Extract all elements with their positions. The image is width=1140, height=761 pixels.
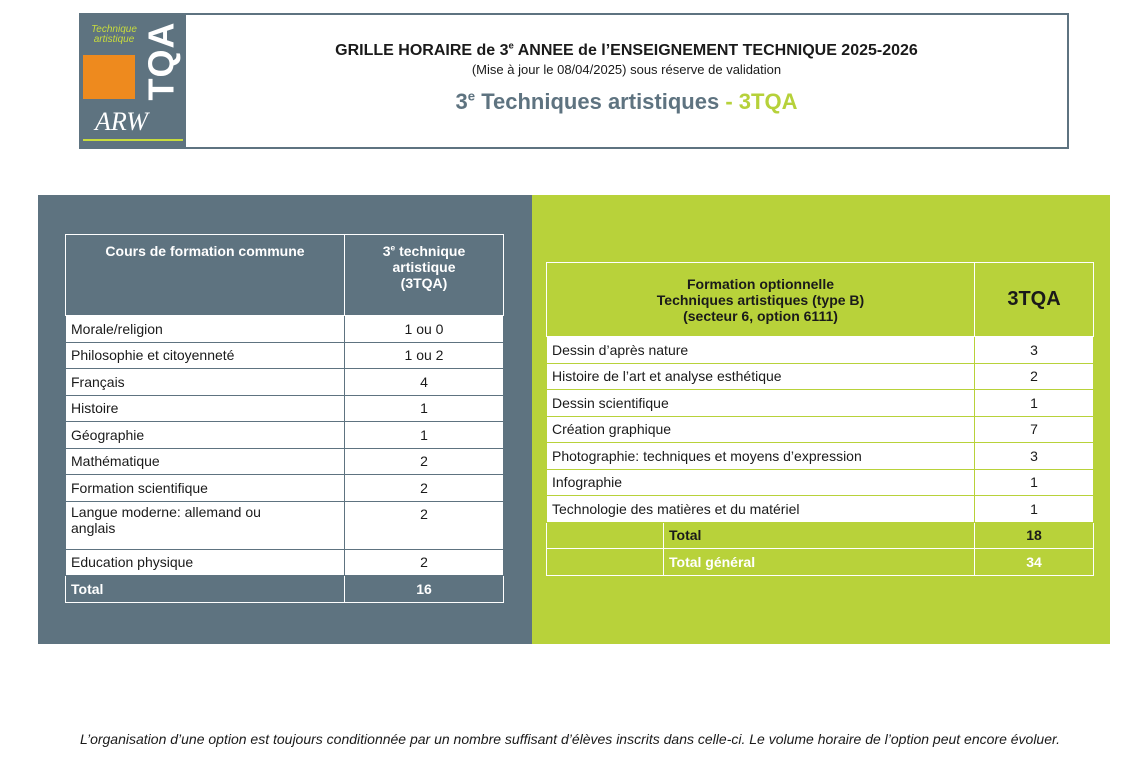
course-hours: 2 bbox=[345, 549, 504, 576]
grand-total-value: 34 bbox=[975, 549, 1094, 576]
total-label: Total bbox=[664, 522, 975, 549]
table-row bbox=[66, 448, 504, 475]
course-name: Dessin d’après nature bbox=[547, 337, 975, 364]
tqa-logo bbox=[81, 15, 186, 147]
total-row bbox=[547, 522, 1094, 549]
course-name: Infographie bbox=[547, 469, 975, 496]
course-name: Philosophie et citoyenneté bbox=[66, 342, 345, 369]
course-name: Langue moderne: allemand ou anglais bbox=[66, 501, 345, 549]
course-hours: 1 bbox=[345, 395, 504, 422]
course-hours: 2 bbox=[345, 475, 504, 502]
table-row bbox=[547, 496, 1094, 523]
grand-total-row bbox=[547, 549, 1094, 576]
course-name: Formation scientifique bbox=[66, 475, 345, 502]
logo-code bbox=[141, 21, 181, 101]
table-row bbox=[547, 363, 1094, 390]
total-label: Total bbox=[66, 576, 345, 603]
total-row bbox=[66, 576, 504, 603]
course-name: Dessin scientifique bbox=[547, 390, 975, 417]
table-row bbox=[66, 549, 504, 576]
course-name: Technologie des matières et du matériel bbox=[547, 496, 975, 523]
course-name: Français bbox=[66, 369, 345, 396]
table-row bbox=[66, 501, 504, 549]
course-name: Morale/religion bbox=[66, 316, 345, 343]
grand-total-blank bbox=[547, 549, 664, 576]
table-header-row bbox=[547, 263, 1094, 337]
course-name: Education physique bbox=[66, 549, 345, 576]
table-row bbox=[547, 337, 1094, 364]
grand-total-label: Total général bbox=[664, 549, 975, 576]
header-option: Formation optionnelle Techniques artistiques (type B) (secteur 6, option 6111) bbox=[547, 263, 975, 337]
logo-brand: ARW bbox=[95, 107, 148, 136]
table-row bbox=[66, 316, 504, 343]
course-hours: 4 bbox=[345, 369, 504, 396]
table-row bbox=[66, 369, 504, 396]
course-name: Photographie: techniques et moyens d’expression bbox=[547, 443, 975, 470]
footer-note: L’organisation d’une option est toujours conditionnée par un nombre suffisant d’élèves inscrits dans celle-ci. Le volume horaire de l’option peut encore évoluer. bbox=[79, 731, 1061, 747]
course-name: Mathématique bbox=[66, 448, 345, 475]
header-code: 3TQA bbox=[975, 263, 1094, 337]
header-hours: 3e technique artistique (3TQA) bbox=[345, 235, 504, 316]
course-hours: 3 bbox=[975, 337, 1094, 364]
course-title: 3e Techniques artistiques - 3TQA bbox=[455, 88, 798, 114]
table-row bbox=[66, 395, 504, 422]
course-hours: 7 bbox=[975, 416, 1094, 443]
table-header-row bbox=[66, 235, 504, 316]
header-course: Cours de formation commune bbox=[66, 235, 345, 316]
course-name: Création graphique bbox=[547, 416, 975, 443]
course-hours: 2 bbox=[975, 363, 1094, 390]
table-row bbox=[547, 443, 1094, 470]
logo-orange-block bbox=[83, 55, 135, 99]
course-hours: 1 ou 2 bbox=[345, 342, 504, 369]
table-row bbox=[547, 390, 1094, 417]
course-hours: 2 bbox=[345, 501, 504, 549]
logo-code-text: TQA bbox=[140, 21, 181, 101]
table-row bbox=[66, 342, 504, 369]
course-name: Histoire bbox=[66, 395, 345, 422]
logo-swoosh bbox=[83, 139, 183, 141]
course-name: Géographie bbox=[66, 422, 345, 449]
page-subtitle: (Mise à jour le 08/04/2025) sous réserve de validation bbox=[471, 62, 782, 77]
course-hours: 1 ou 0 bbox=[345, 316, 504, 343]
course-name: Histoire de l’art et analyse esthétique bbox=[547, 363, 975, 390]
course-code: 3TQA bbox=[738, 89, 798, 114]
course-hours: 2 bbox=[345, 448, 504, 475]
total-blank bbox=[547, 522, 664, 549]
page-title: GRILLE HORAIRE de 3e ANNEE de l’ENSEIGNEMENT TECHNIQUE 2025-2026 bbox=[335, 40, 918, 59]
table-row bbox=[66, 475, 504, 502]
table-row bbox=[547, 416, 1094, 443]
table-row bbox=[66, 422, 504, 449]
common-training-table bbox=[65, 234, 504, 603]
logo-subtitle: Technique artistique bbox=[91, 24, 137, 45]
optional-training-table bbox=[546, 262, 1094, 576]
course-hours: 1 bbox=[975, 469, 1094, 496]
total-value: 18 bbox=[975, 522, 1094, 549]
header-text bbox=[186, 15, 1067, 147]
course-hours: 1 bbox=[345, 422, 504, 449]
course-hours: 1 bbox=[975, 496, 1094, 523]
total-value: 16 bbox=[345, 576, 504, 603]
table-row bbox=[547, 469, 1094, 496]
document-header bbox=[79, 13, 1069, 149]
course-hours: 3 bbox=[975, 443, 1094, 470]
course-hours: 1 bbox=[975, 390, 1094, 417]
